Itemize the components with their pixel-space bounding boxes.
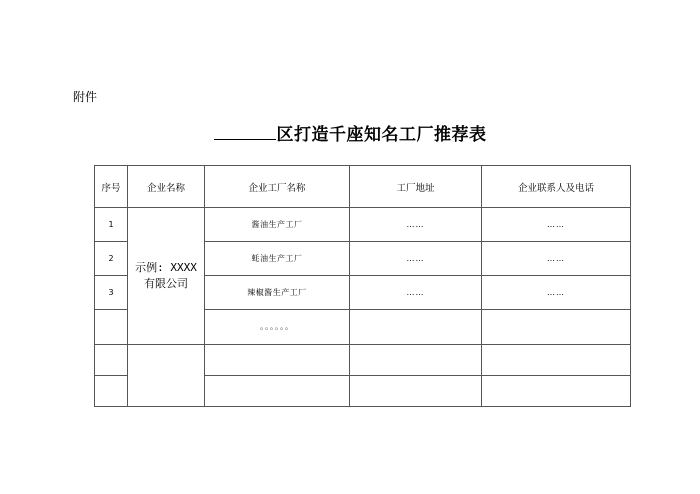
header-company-name: 企业名称: [128, 166, 205, 208]
attachment-label: 附件: [73, 90, 98, 104]
title-text: 区打造千座知名工厂推荐表: [276, 125, 487, 145]
company-line-2: 有限公司: [144, 277, 188, 290]
cell-index: [95, 345, 128, 376]
cell-factory-name: 蚝油生产工厂: [205, 242, 350, 276]
cell-contact: [482, 376, 631, 407]
header-factory-address: 工厂地址: [350, 166, 482, 208]
header-contact: 企业联系人及电话: [482, 166, 631, 208]
cell-factory-name: [205, 376, 350, 407]
cell-contact: ……: [482, 276, 631, 310]
cell-index: 1: [95, 208, 128, 242]
form-title: [0, 120, 700, 145]
cell-address: ……: [350, 276, 482, 310]
cell-index: [95, 310, 128, 345]
cell-address: [350, 376, 482, 407]
cell-factory-name: 辣椒酱生产工厂: [205, 276, 350, 310]
cell-address: [350, 310, 482, 345]
cell-factory-name: 。。。。。。: [205, 310, 350, 345]
header-row: [95, 166, 631, 208]
cell-address: [350, 345, 482, 376]
table-row: [95, 345, 631, 376]
cell-index: 2: [95, 242, 128, 276]
cell-contact: ……: [482, 208, 631, 242]
cell-contact: [482, 345, 631, 376]
cell-index: [95, 376, 128, 407]
cell-company-example: [128, 208, 205, 345]
cell-contact: [482, 310, 631, 345]
cell-index: 3: [95, 276, 128, 310]
cell-address: ……: [350, 208, 482, 242]
cell-factory-name: 酱油生产工厂: [205, 208, 350, 242]
recommendation-table: [94, 165, 631, 407]
cell-company-empty: [128, 345, 205, 407]
cell-factory-name: [205, 345, 350, 376]
cell-contact: ……: [482, 242, 631, 276]
header-factory-name: 企业工厂名称: [205, 166, 350, 208]
header-index: 序号: [95, 166, 128, 208]
cell-address: ……: [350, 242, 482, 276]
table-row: [95, 208, 631, 242]
title-blank-line[interactable]: [214, 125, 276, 140]
company-line-1: 示例: XXXX: [135, 261, 197, 274]
